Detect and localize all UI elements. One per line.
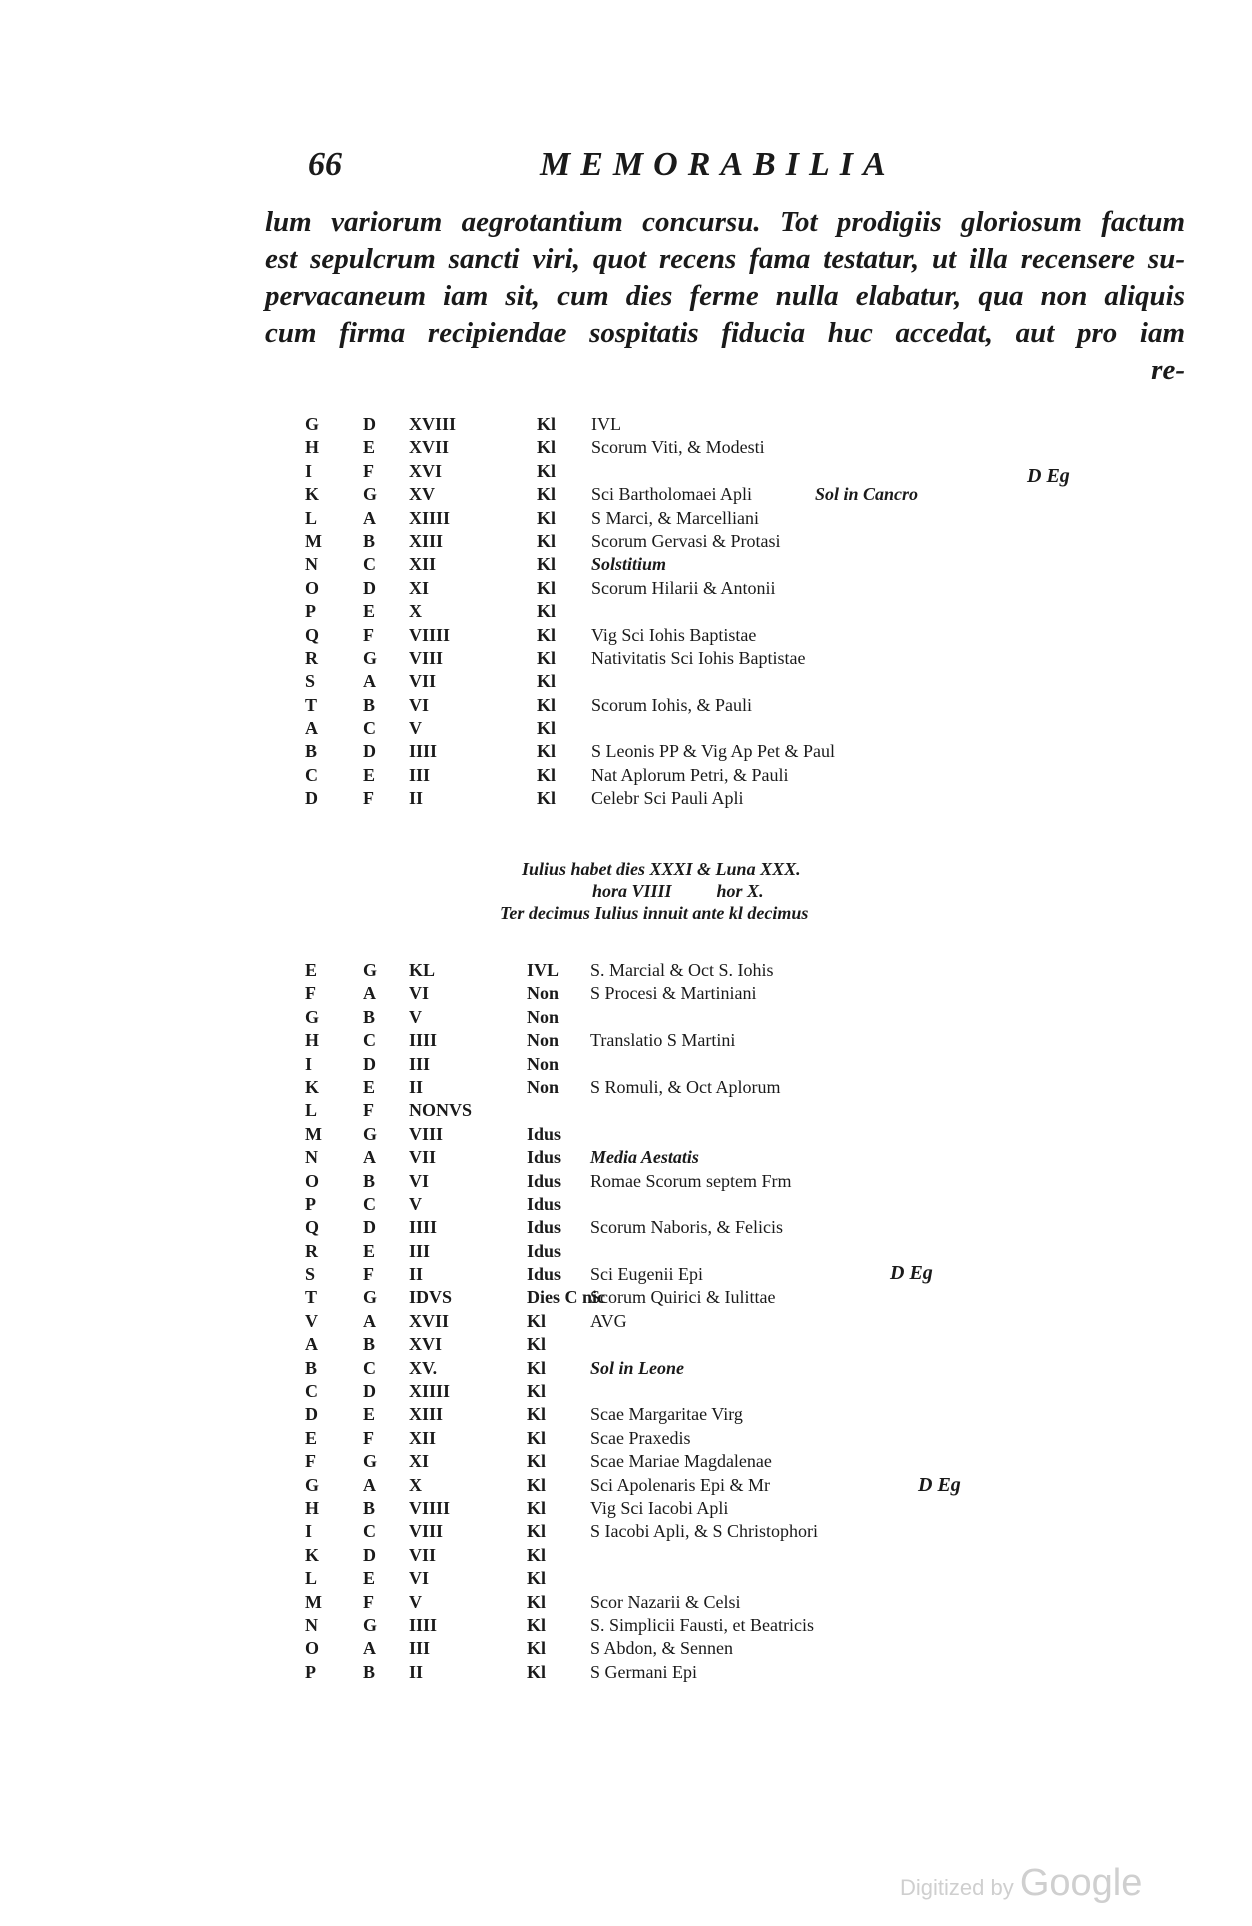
calendar-row <box>305 1007 1105 1030</box>
day-number: XIIII <box>409 507 451 528</box>
feria-letter: B <box>363 1497 376 1518</box>
calendar-row <box>305 578 1105 601</box>
feast-text: Romae Scorum septem Frm <box>590 1170 792 1191</box>
dominical-letter: B <box>305 1357 318 1378</box>
feast-text: S Germani Epi <box>590 1661 697 1682</box>
prose-line: pervacaneum iam sit, cum dies ferme nulla elabatur, qua non aliquis <box>265 280 1185 312</box>
dominical-letter: K <box>305 1544 320 1565</box>
dominical-letter: G <box>305 414 320 434</box>
july-heading-line: Ter decimus Iulius innuit ante kl decimus <box>500 903 809 923</box>
day-number: VIII <box>409 1123 444 1144</box>
day-number: II <box>409 788 424 809</box>
prose-line: est sepulcrum sancti viri, quot recens fama testatur, ut illa recensere su- <box>265 243 1185 275</box>
calendar-row <box>305 531 1105 554</box>
dominical-letter: B <box>305 741 318 762</box>
calends-marker: Kl <box>537 694 557 715</box>
day-number: VII <box>409 671 437 692</box>
dominical-letter: N <box>305 554 318 575</box>
calends-marker: Kl <box>537 577 557 598</box>
margin-note: D Eg <box>890 1262 933 1284</box>
calendar-row <box>305 625 1105 648</box>
calendar-row <box>305 461 1105 484</box>
day-number: IDVS <box>409 1287 453 1308</box>
calendar-row <box>305 484 1105 507</box>
day-number: VII <box>409 1544 437 1565</box>
feast-text: Scorum Gervasi & Protasi <box>591 530 781 551</box>
dominical-letter: O <box>305 577 320 598</box>
dominical-letter: N <box>305 1614 318 1635</box>
feria-letter: G <box>363 960 378 980</box>
dominical-letter: G <box>305 1474 320 1495</box>
calends-marker: Non <box>527 1053 560 1074</box>
calendar-row <box>305 718 1105 741</box>
calends-marker: Kl <box>527 1474 547 1495</box>
july-heading-line: Iulius habet dies XXXI & Luna XXX. <box>522 859 801 879</box>
calendar-row <box>305 1334 1105 1357</box>
feast-text: Scae Margaritae Virg <box>590 1404 743 1425</box>
day-number: IIII <box>409 1614 438 1635</box>
watermark-brand: Google <box>1019 1862 1143 1904</box>
calends-marker: Kl <box>537 507 557 528</box>
feria-letter: A <box>363 507 376 528</box>
dominical-letter: F <box>305 1451 316 1472</box>
day-number: XIII <box>409 530 444 551</box>
feast-text: Translatio S Martini <box>590 1030 736 1051</box>
calends-marker: Kl <box>527 1427 547 1448</box>
calendar-row <box>305 1287 1105 1310</box>
day-number: III <box>409 1638 431 1659</box>
calendar-row <box>305 1381 1105 1404</box>
page-number: 66 <box>308 146 342 183</box>
feast-text: Celebr Sci Pauli Apli <box>591 788 744 809</box>
day-number: II <box>409 1076 424 1097</box>
calends-marker: Kl <box>537 437 557 458</box>
feria-letter: A <box>363 1474 376 1495</box>
calendar-row <box>305 1358 1105 1381</box>
calends-marker: Kl <box>527 1661 547 1682</box>
calends-marker: Idus <box>527 1147 562 1168</box>
july-heading-line: hora VIIII hor X. <box>592 881 764 901</box>
calendar-row <box>305 1147 1105 1170</box>
feria-letter: A <box>363 1310 376 1331</box>
feria-letter: B <box>363 1006 376 1027</box>
feast-text: Scorum Iohis, & Pauli <box>591 694 752 715</box>
day-number: VI <box>409 983 430 1004</box>
feria-letter: F <box>363 460 374 481</box>
calendar-row <box>305 1638 1105 1661</box>
day-number: X <box>409 1474 422 1495</box>
dominical-letter: O <box>305 1170 320 1191</box>
dominical-letter: S <box>305 1264 316 1285</box>
feria-letter: B <box>363 1661 376 1682</box>
calendar-row <box>305 414 1105 437</box>
dominical-letter: S <box>305 671 316 692</box>
feria-letter: G <box>363 484 378 505</box>
watermark-prefix: Digitized by <box>900 1875 1014 1900</box>
calendar-row <box>305 1194 1105 1217</box>
dominical-letter: N <box>305 1147 318 1168</box>
feria-letter: E <box>363 437 376 458</box>
calendar-row <box>305 1615 1105 1638</box>
day-number: IIII <box>409 1217 438 1238</box>
dominical-letter: L <box>305 1568 318 1589</box>
feast-text: Scorum Viti, & Modesti <box>591 437 765 458</box>
feast-text: Scorum Hilarii & Antonii <box>591 577 776 598</box>
dominical-letter: L <box>305 507 318 528</box>
feast-text: Sci Apolenaris Epi & Mr <box>590 1474 770 1495</box>
dominical-letter: T <box>305 694 318 715</box>
calends-marker: Kl <box>527 1310 547 1331</box>
calends-marker: Kl <box>527 1614 547 1635</box>
day-number: XI <box>409 1451 430 1472</box>
calendar-row <box>305 765 1105 788</box>
running-head: MEMORABILIA <box>540 146 896 183</box>
day-number: VIII <box>409 647 444 668</box>
calendar-row <box>305 1311 1105 1334</box>
calendar-row <box>305 1521 1105 1544</box>
feast-text: S. Simplicii Fausti, et Beatricis <box>590 1614 814 1635</box>
feast-text: AVG <box>590 1310 627 1331</box>
day-number: XI <box>409 577 430 598</box>
feria-letter: F <box>363 1591 374 1612</box>
feast-text: Nativitatis Sci Iohis Baptistae <box>591 647 806 668</box>
calends-marker: Kl <box>537 414 557 434</box>
calends-marker: Idus <box>527 1240 562 1261</box>
calends-marker: Kl <box>527 1568 547 1589</box>
day-number: VIIII <box>409 624 451 645</box>
calends-marker: Kl <box>537 788 557 809</box>
day-number: VI <box>409 1170 430 1191</box>
dominical-letter: O <box>305 1638 320 1659</box>
feria-letter: G <box>363 1451 378 1472</box>
feria-letter: C <box>363 1193 376 1214</box>
feria-letter: F <box>363 788 374 809</box>
dominical-letter: H <box>305 1497 320 1518</box>
calends-marker: Kl <box>537 671 557 692</box>
astronomical-note: Sol in Leone <box>590 1357 685 1378</box>
calends-marker: Kl <box>537 624 557 645</box>
calendar-row <box>305 1264 1105 1287</box>
day-number: V <box>409 1006 422 1027</box>
july-calendar-table <box>305 960 1105 1685</box>
feria-letter: B <box>363 694 376 715</box>
dominical-letter: E <box>305 1427 318 1448</box>
dominical-letter: K <box>305 1076 320 1097</box>
dominical-letter: E <box>305 960 318 980</box>
calends-marker: Idus <box>527 1264 562 1285</box>
calends-marker: Kl <box>527 1381 547 1402</box>
dominical-letter: I <box>305 460 313 481</box>
day-number: XIIII <box>409 1381 451 1402</box>
calends-marker: Kl <box>527 1544 547 1565</box>
feria-letter: F <box>363 624 374 645</box>
feria-letter: E <box>363 764 376 785</box>
calends-marker: Kl <box>537 554 557 575</box>
calends-marker: Kl <box>527 1451 547 1472</box>
day-number: XIII <box>409 1404 444 1425</box>
feria-letter: B <box>363 1170 376 1191</box>
calends-marker: Kl <box>527 1497 547 1518</box>
feria-letter: A <box>363 671 376 692</box>
feast-text: Nat Aplorum Petri, & Pauli <box>591 764 789 785</box>
feria-letter: G <box>363 1287 378 1308</box>
calendar-row <box>305 695 1105 718</box>
day-number: V <box>409 1591 422 1612</box>
day-number: XVII <box>409 437 450 458</box>
margin-note: D Eg <box>1027 465 1070 487</box>
day-number: II <box>409 1264 424 1285</box>
feast-text: S Leonis PP & Vig Ap Pet & Paul <box>591 741 835 762</box>
dominical-letter: K <box>305 484 320 505</box>
dominical-letter: M <box>305 530 322 551</box>
feast-text: Scae Praxedis <box>590 1427 691 1448</box>
feria-letter: C <box>363 1521 376 1542</box>
dominical-letter: D <box>305 1404 318 1425</box>
feast-text: S Abdon, & Sennen <box>590 1638 734 1659</box>
dominical-letter: M <box>305 1123 322 1144</box>
feast-text: S Procesi & Martiniani <box>590 983 757 1004</box>
dominical-letter: M <box>305 1591 322 1612</box>
day-number: XII <box>409 1427 437 1448</box>
prose-line: lum variorum aegrotantium concursu. Tot prodigiis gloriosum factum <box>265 206 1185 238</box>
day-number: III <box>409 1053 431 1074</box>
feria-letter: D <box>363 577 376 598</box>
feria-letter: C <box>363 554 376 575</box>
calendar-row <box>305 1077 1105 1100</box>
dominical-letter: R <box>305 647 318 668</box>
feria-letter: A <box>363 1147 376 1168</box>
day-number: IIII <box>409 1030 438 1051</box>
calends-marker: Idus <box>527 1217 562 1238</box>
dominical-letter: T <box>305 1287 318 1308</box>
feast-text: Scae Mariae Magdalenae <box>590 1451 772 1472</box>
feast-text: Sci Eugenii Epi <box>590 1264 703 1285</box>
calendar-row <box>305 437 1105 460</box>
dominical-letter: G <box>305 1006 320 1027</box>
calendar-row <box>305 1241 1105 1264</box>
calendar-row <box>305 1428 1105 1451</box>
calendar-row <box>305 1124 1105 1147</box>
astronomical-note: Solstitium <box>591 554 667 575</box>
day-number: XVIII <box>409 414 457 434</box>
calends-marker: Kl <box>527 1591 547 1612</box>
june-calendar-table <box>305 414 1105 812</box>
feria-letter: A <box>363 1638 376 1659</box>
feria-letter: C <box>363 1030 376 1051</box>
feria-letter: D <box>363 414 376 434</box>
day-number: XVI <box>409 460 443 481</box>
feast-text: Scor Nazarii & Celsi <box>590 1591 741 1612</box>
day-number: XV. <box>409 1357 438 1378</box>
day-number: KL <box>409 960 436 980</box>
feria-letter: E <box>363 1240 376 1261</box>
calendar-row <box>305 601 1105 624</box>
day-number: XVII <box>409 1310 450 1331</box>
calendar-row <box>305 1451 1105 1474</box>
dominical-letter: I <box>305 1521 313 1542</box>
calends-marker: Idus <box>527 1193 562 1214</box>
dominical-letter: Q <box>305 1217 320 1238</box>
dominical-letter: P <box>305 1193 316 1214</box>
feria-letter: D <box>363 1381 376 1402</box>
day-number: XII <box>409 554 437 575</box>
day-number: III <box>409 1240 431 1261</box>
dominical-letter: P <box>305 601 316 622</box>
calends-marker: Non <box>527 1030 560 1051</box>
day-number: NONVS <box>409 1100 473 1121</box>
astronomical-note: Sol in Cancro <box>815 484 919 505</box>
feria-letter: E <box>363 601 376 622</box>
astronomical-note: Media Aestatis <box>590 1147 699 1168</box>
calendar-row <box>305 1662 1105 1685</box>
feast-text: Vig Sci Iacobi Apli <box>590 1497 729 1518</box>
feria-letter: B <box>363 530 376 551</box>
day-number: VI <box>409 694 430 715</box>
calendar-row <box>305 1475 1105 1498</box>
dominical-letter: P <box>305 1661 316 1682</box>
calends-marker: Kl <box>527 1357 547 1378</box>
calendar-row <box>305 1217 1105 1240</box>
calends-marker: IVL <box>527 960 560 980</box>
feast-text: Vig Sci Iohis Baptistae <box>591 624 757 645</box>
calendar-row <box>305 1054 1105 1077</box>
calendar-row <box>305 1030 1105 1053</box>
day-number: VIIII <box>409 1497 451 1518</box>
calendar-row <box>305 1545 1105 1568</box>
day-number: VIII <box>409 1521 444 1542</box>
calends-marker: Kl <box>537 601 557 622</box>
day-number: V <box>409 718 422 739</box>
day-number: XVI <box>409 1334 443 1355</box>
dominical-letter: H <box>305 1030 320 1051</box>
feast-text: Scorum Quirici & Iulittae <box>590 1287 776 1308</box>
day-number: III <box>409 764 431 785</box>
feast-text: Sci Bartholomaei Apli <box>591 484 752 505</box>
calendar-row <box>305 1404 1105 1427</box>
calendar-row <box>305 983 1105 1006</box>
dominical-letter: A <box>305 718 318 739</box>
feast-text: S Marci, & Marcelliani <box>591 507 759 528</box>
calendar-row <box>305 1171 1105 1194</box>
feast-text: S Iacobi Apli, & S Christophori <box>590 1521 819 1542</box>
prose-line: cum firma recipiendae sospitatis fiducia huc accedat, aut pro iam <box>265 317 1185 349</box>
feria-letter: G <box>363 1614 378 1635</box>
prose-line: re- <box>1151 354 1185 386</box>
dominical-letter: V <box>305 1310 318 1331</box>
calends-marker: Non <box>527 1076 560 1097</box>
feast-text: Scorum Naboris, & Felicis <box>590 1217 783 1238</box>
day-number: XV <box>409 484 435 505</box>
feria-letter: E <box>363 1404 376 1425</box>
day-number: VI <box>409 1568 430 1589</box>
calends-marker: Dies C nic <box>527 1287 605 1308</box>
feria-letter: G <box>363 647 378 668</box>
calends-marker: Kl <box>537 764 557 785</box>
calends-marker: Kl <box>537 718 557 739</box>
feast-text: IVL <box>591 414 621 434</box>
calendar-row <box>305 508 1105 531</box>
dominical-letter: A <box>305 1334 318 1355</box>
feria-letter: D <box>363 1217 376 1238</box>
feria-letter: E <box>363 1076 376 1097</box>
calends-marker: Kl <box>527 1334 547 1355</box>
calends-marker: Non <box>527 1006 560 1027</box>
dominical-letter: Q <box>305 624 320 645</box>
calendar-row <box>305 1100 1105 1123</box>
dominical-letter: R <box>305 1240 318 1261</box>
dominical-letter: C <box>305 1381 318 1402</box>
dominical-letter: H <box>305 437 320 458</box>
dominical-letter: I <box>305 1053 313 1074</box>
feria-letter: D <box>363 1053 376 1074</box>
day-number: IIII <box>409 741 438 762</box>
day-number: V <box>409 1193 422 1214</box>
calends-marker: Non <box>527 983 560 1004</box>
calends-marker: Kl <box>527 1521 547 1542</box>
feria-letter: F <box>363 1100 374 1121</box>
day-number: II <box>409 1661 424 1682</box>
feast-text: S. Marcial & Oct S. Iohis <box>590 960 774 980</box>
dominical-letter: L <box>305 1100 318 1121</box>
feria-letter: D <box>363 741 376 762</box>
feria-letter: F <box>363 1264 374 1285</box>
dominical-letter: C <box>305 764 318 785</box>
calends-marker: Kl <box>537 530 557 551</box>
digitized-watermark <box>900 1862 1142 1905</box>
feria-letter: G <box>363 1123 378 1144</box>
calendar-row <box>305 648 1105 671</box>
calends-marker: Kl <box>527 1638 547 1659</box>
dominical-letter: F <box>305 983 316 1004</box>
feria-letter: D <box>363 1544 376 1565</box>
feast-text: S Romuli, & Oct Aplorum <box>590 1076 781 1097</box>
calends-marker: Idus <box>527 1170 562 1191</box>
prose-block <box>265 204 1185 389</box>
day-number: X <box>409 601 422 622</box>
calends-marker: Idus <box>527 1123 562 1144</box>
calendar-row <box>305 1592 1105 1615</box>
july-heading <box>500 858 940 924</box>
margin-note: D Eg <box>918 1474 961 1496</box>
calendar-row <box>305 788 1105 811</box>
calends-marker: Kl <box>537 741 557 762</box>
feria-letter: E <box>363 1568 376 1589</box>
feria-letter: C <box>363 1357 376 1378</box>
calendar-row <box>305 554 1105 577</box>
calendar-row <box>305 1498 1105 1521</box>
calends-marker: Kl <box>527 1404 547 1425</box>
calendar-row <box>305 671 1105 694</box>
calendar-row <box>305 1568 1105 1591</box>
calends-marker: Kl <box>537 460 557 481</box>
calendar-row <box>305 741 1105 764</box>
dominical-letter: D <box>305 788 318 809</box>
calends-marker: Kl <box>537 647 557 668</box>
feria-letter: F <box>363 1427 374 1448</box>
feria-letter: A <box>363 983 376 1004</box>
calendar-row <box>305 960 1105 983</box>
feria-letter: B <box>363 1334 376 1355</box>
feria-letter: C <box>363 718 376 739</box>
calends-marker: Kl <box>537 484 557 505</box>
day-number: VII <box>409 1147 437 1168</box>
